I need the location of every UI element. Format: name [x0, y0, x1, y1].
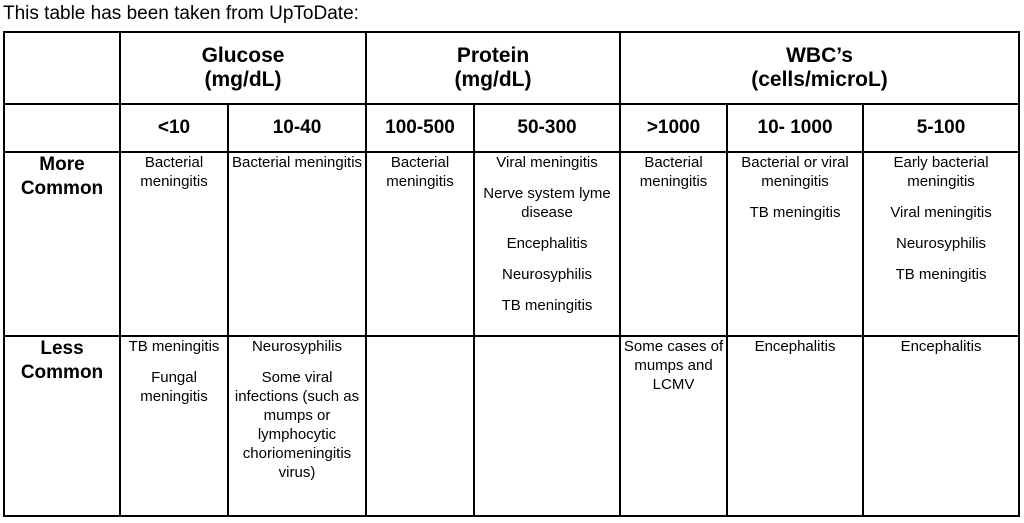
column-header: 50-300	[474, 104, 620, 152]
cell-entry: Viral meningitis	[890, 204, 992, 221]
group-title: Glucose	[201, 44, 285, 67]
group-unit: (cells/microL)	[751, 68, 888, 91]
column-header: 5-100	[863, 104, 1019, 152]
table-cell	[120, 336, 228, 516]
group-header-wbc	[620, 32, 1019, 104]
row-label: Less	[40, 338, 84, 359]
cell-entry: Encephalitis	[754, 338, 836, 355]
cell-entry: TB meningitis	[501, 297, 593, 314]
table-cell	[228, 336, 366, 516]
corner-cell	[4, 104, 120, 152]
table-cell	[120, 152, 228, 336]
table-cell	[228, 152, 366, 336]
cell-entry: Bacterial meningitis	[386, 154, 454, 190]
row-label: Common	[20, 362, 104, 383]
cell-entry: TB meningitis	[895, 266, 987, 283]
table-cell	[727, 152, 863, 336]
table-cell	[620, 152, 727, 336]
cell-entry: TB meningitis	[128, 338, 220, 355]
cell-entry: Bacterial meningitis	[639, 154, 708, 190]
cell-entry: Viral meningitis	[496, 154, 598, 171]
table-cell	[366, 152, 474, 336]
row-header-less-common	[4, 336, 120, 516]
column-header: 10- 1000	[727, 104, 863, 152]
csf-findings-table	[3, 31, 1020, 517]
column-header: 10-40	[228, 104, 366, 152]
intro-caption: This table has been taken from UpToDate:	[3, 3, 359, 24]
cell-entry: Nerve system lyme disease	[483, 185, 611, 221]
cell-entry: Bacterial meningitis	[140, 154, 208, 190]
cell-entry: Neurosyphilis	[251, 338, 343, 355]
table-cell	[474, 152, 620, 336]
table-cell	[366, 336, 474, 516]
column-header: <10	[120, 104, 228, 152]
group-title: Protein	[456, 44, 530, 67]
group-header-row	[4, 32, 1019, 104]
cell-entry: Fungal meningitis	[140, 369, 208, 405]
row-label: Common	[20, 178, 104, 199]
column-header: >1000	[620, 104, 727, 152]
cell-entry: Encephalitis	[506, 235, 588, 252]
cell-entry: Encephalitis	[900, 338, 982, 355]
subheader-row	[4, 104, 1019, 152]
cell-entry: Neurosyphilis	[501, 266, 593, 283]
cell-entry: TB meningitis	[749, 204, 841, 221]
cell-entry: Early bacterial meningitis	[893, 154, 989, 190]
group-title: WBC’s	[786, 44, 853, 67]
corner-cell	[4, 32, 120, 104]
column-header: 100-500	[366, 104, 474, 152]
cell-entry: Some cases of mumps and LCMV	[623, 338, 724, 393]
cell-entry: Neurosyphilis	[896, 235, 987, 252]
group-header-glucose	[120, 32, 366, 104]
cell-entry: Bacterial meningitis	[231, 154, 363, 171]
table-cell	[727, 336, 863, 516]
row-header-more-common	[4, 152, 120, 336]
cell-entry: Bacterial or viral meningitis	[741, 154, 849, 190]
table-row-more-common	[4, 152, 1019, 336]
table-row-less-common	[4, 336, 1019, 516]
table-cell	[863, 152, 1019, 336]
group-unit: (mg/dL)	[204, 68, 282, 91]
group-unit: (mg/dL)	[454, 68, 532, 91]
row-label: More	[39, 154, 85, 175]
cell-entry: Some viral infections (such as mumps or lymphocytic choriomeningitis virus)	[234, 369, 360, 481]
table-cell	[620, 336, 727, 516]
table-cell	[474, 336, 620, 516]
table-cell	[863, 336, 1019, 516]
group-header-protein	[366, 32, 620, 104]
